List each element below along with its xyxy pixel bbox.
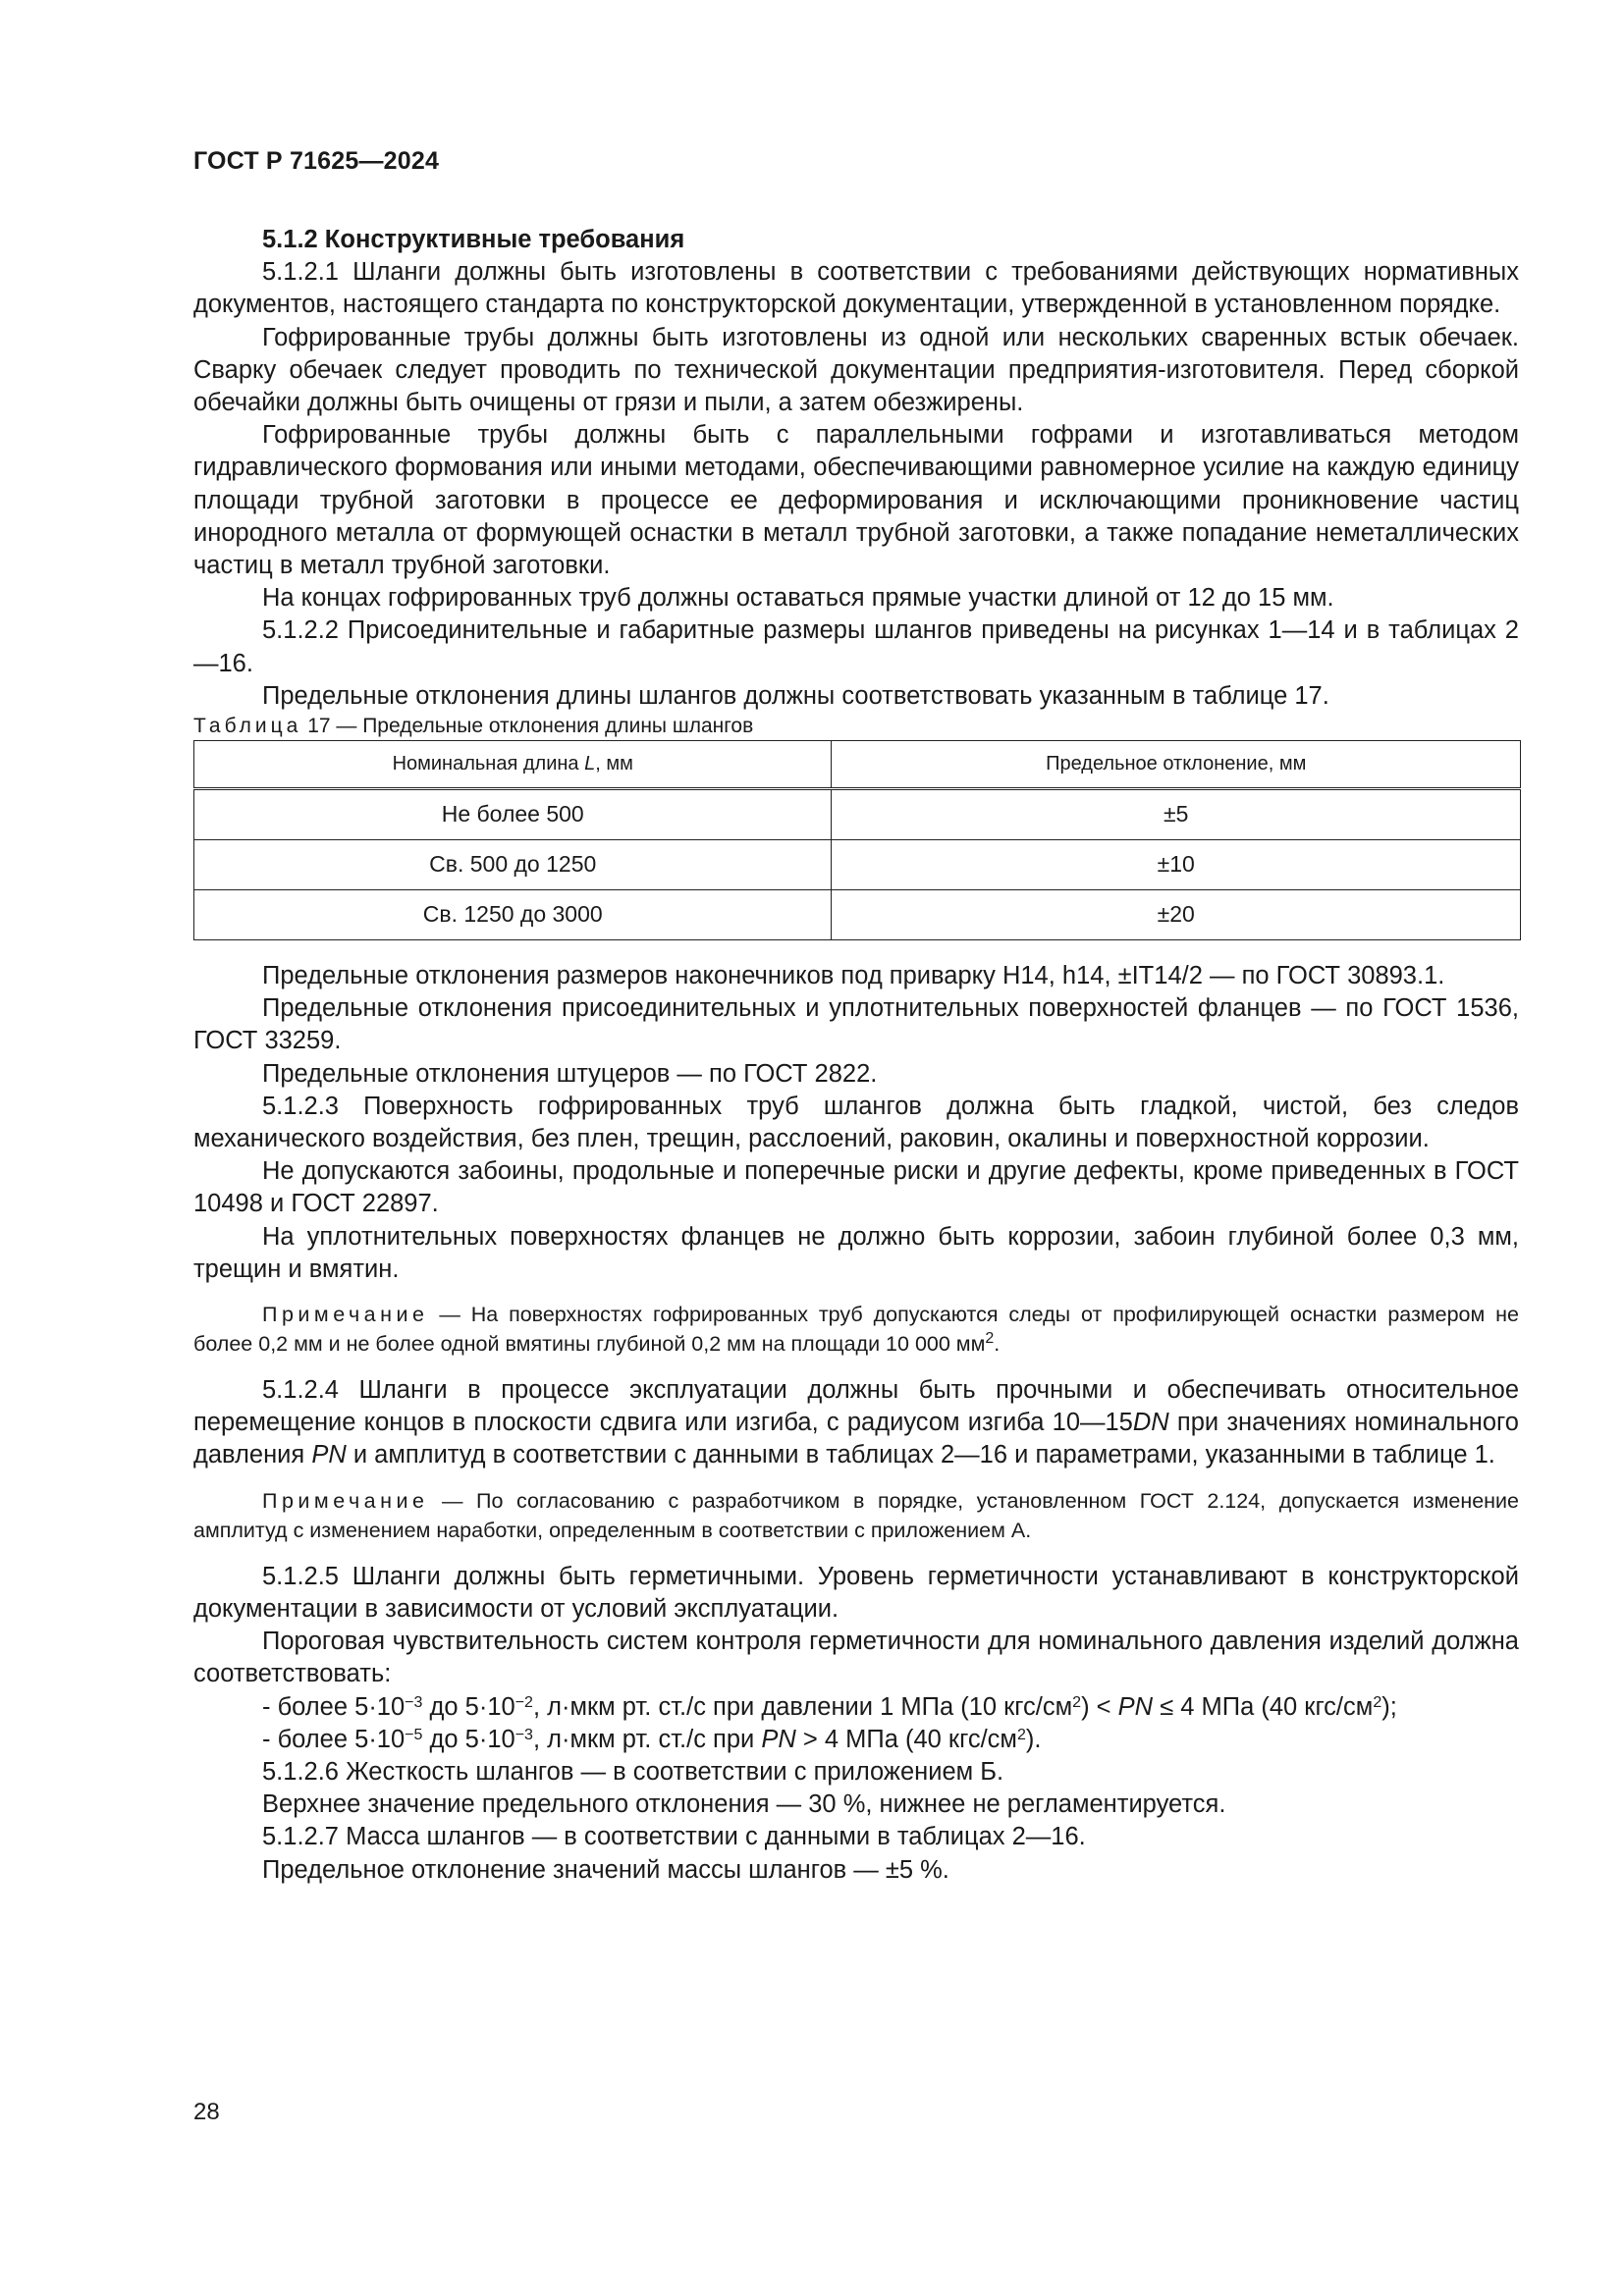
paragraph-length-deviation: Предельные отклонения длины шлангов должны соответствовать указанным в таблице 17. [262, 681, 1329, 710]
note-amplitude-change [193, 1486, 1519, 1545]
text-part: ) < [1081, 1692, 1118, 1721]
exponent: −2 [514, 1693, 533, 1711]
cell-length: Св. 1250 до 3000 [194, 890, 832, 940]
cell-deviation: ±20 [832, 890, 1521, 940]
note-surface-traces [193, 1300, 1519, 1359]
text-part: до 5·10 [422, 1725, 515, 1753]
exponent: 2 [1072, 1693, 1082, 1711]
header-text-part: Номинальная длина [392, 752, 585, 774]
variable-pn: PN [311, 1441, 347, 1469]
cell-length: Св. 500 до 1250 [194, 840, 832, 890]
note-superscript: 2 [985, 1330, 995, 1348]
text-part: ); [1381, 1692, 1397, 1721]
paragraph-upper-deviation: Верхнее значение предельного отклонения — 30 %, нижнее не регламентируется. [262, 1790, 1226, 1819]
text-part: - более 5·10 [262, 1725, 406, 1753]
paragraph-threshold-sensitivity: Пороговая чувствительность систем контроля герметичности для номинального давления изделий должна соответствовать: [193, 1628, 1519, 1688]
note-end: . [994, 1332, 1001, 1357]
exponent: −3 [405, 1693, 423, 1711]
note-text: — По согласованию с разработчиком в порядке, установленном ГОСТ 2.124, допускается изменение амплитуд с изменением наработки, определенным в соответствии с приложением А. [193, 1488, 1519, 1542]
paragraph-5-1-2-6: 5.1.2.6 Жесткость шлангов — в соответствии с приложением Б. [262, 1757, 1004, 1786]
list-item [193, 1724, 1519, 1756]
text-part: , л·мкм рт. ст./с при давлении 1 МПа (10 кгс/см [532, 1692, 1073, 1721]
paragraph-5-1-2-5: 5.1.2.5 Шланги должны быть герметичными. Уровень герметичности устанавливают в конструкторской документации в зависимости от условий эксплуатации. [193, 1562, 1519, 1623]
table-caption-title: 17 — Предельные отклонения длины шлангов [307, 715, 754, 738]
paragraph-5-1-2-4 [193, 1374, 1519, 1472]
section-heading: 5.1.2 Конструктивные требования [262, 226, 685, 253]
document-code-header: ГОСТ Р 71625—2024 [193, 147, 440, 175]
table-row [194, 840, 1521, 890]
cell-length: Не более 500 [194, 789, 832, 840]
text-part: ). [1025, 1725, 1042, 1753]
text-part: при значениях номинального давления [193, 1409, 1519, 1469]
paragraph-5-1-2-7: 5.1.2.7 Масса шлангов — в соответствии с данными в таблицах 2—16. [262, 1823, 1086, 1851]
paragraph-5-1-2-2: 5.1.2.2 Присоединительные и габаритные размеры шлангов приведены на рисунках 1—14 и в таблицах 2—16. [193, 616, 1519, 677]
paragraph-5-1-2-1: 5.1.2.1 Шланги должны быть изготовлены в соответствии с требованиями действующих нормативных документов, настоящего стандарта по конструкторской документации, утвержденной в установленном порядке. [193, 258, 1519, 319]
document-body [193, 224, 1519, 1887]
exponent: 2 [1016, 1726, 1026, 1743]
paragraph-corrugated-welding: Гофрированные трубы должны быть изготовлены из одной или нескольких сваренных встык обечаек. Сварку обечаек следует проводить по технической документации предприятия-изготовителя. Перед сборкой обечайки должны быть очищены от грязи и пыли, а затем обезжирены. [193, 323, 1519, 417]
cell-deviation: ±10 [832, 840, 1521, 890]
text-part: 5.1.2.4 Шланги в процессе эксплуатации должны быть прочными и обеспечивать относительное перемещение концов в плоскости сдвига или изгиба, с радиусом изгиба 10—15 [193, 1376, 1519, 1437]
text-part: , л·мкм рт. ст./с при [532, 1725, 762, 1753]
text-part: ≤ 4 МПа (40 кгс/см [1153, 1692, 1374, 1721]
variable-pn: PN [761, 1725, 796, 1753]
table-header-row [194, 741, 1521, 789]
table-caption-label: Таблица [193, 715, 302, 738]
paragraph-flange-deviations: Предельные отклонения присоединительных и уплотнительных поверхностей фланцев — по ГОСТ 1536, ГОСТ 33259. [193, 994, 1519, 1055]
note-label: Примечание [262, 1488, 429, 1513]
exponent: 2 [1373, 1693, 1382, 1711]
paragraph-5-1-2-3: 5.1.2.3 Поверхность гофрированных труб шлангов должна быть гладкой, чистой, без следов механического воздействия, без плен, трещин, расслоений, раковин, окалины и поверхностной коррозии. [193, 1092, 1519, 1153]
paragraph-fitting-deviations: Предельные отклонения штуцеров — по ГОСТ 2822. [262, 1059, 878, 1088]
table-row [194, 789, 1521, 840]
header-text-unit: , мм [595, 752, 633, 774]
exponent: −5 [405, 1726, 423, 1743]
text-part: > 4 МПа (40 кгс/см [795, 1725, 1017, 1753]
cell-deviation: ±5 [832, 789, 1521, 840]
exponent: −3 [514, 1726, 533, 1743]
text-part: до 5·10 [422, 1692, 515, 1721]
column-header-deviation: Предельное отклонение, мм [832, 741, 1521, 789]
list-item [193, 1691, 1519, 1724]
text-part: - более 5·10 [262, 1692, 406, 1721]
text-part: и амплитуд в соответствии с данными в таблицах 2—16 и параметрами, указанными в таблице 1. [346, 1441, 1495, 1469]
header-variable-l: L [584, 752, 596, 774]
paragraph-defects: Не допускаются забоины, продольные и поперечные риски и другие дефекты, кроме приведенных в ГОСТ 10498 и ГОСТ 22897. [193, 1157, 1519, 1218]
note-text: — На поверхностях гофрированных труб допускаются следы от профилирующей оснастки размером не более 0,2 мм и не более одной вмятины глубиной 0,2 мм на площади 10 000 мм [193, 1303, 1519, 1357]
paragraph-straight-sections: На концах гофрированных труб должны оставаться прямые участки длиной от 12 до 15 мм. [262, 584, 1334, 613]
variable-pn: PN [1117, 1692, 1154, 1721]
paragraph-sealing-surfaces: На уплотнительных поверхностях фланцев не должно быть коррозии, забоин глубиной более 0,3 мм, трещин и вмятин. [193, 1222, 1519, 1283]
table-caption [193, 713, 1519, 740]
column-header-nominal-length [194, 741, 832, 789]
paragraph-corrugated-forming: Гофрированные трубы должны быть с параллельными гофрами и изготавливаться методом гидравлического формования или иными методами, обеспечивающими равномерное усилие на каждую единицу площади трубной заготовки в процессе ее деформирования и исключающими проникновение частиц инородного металла от формующей оснастки в металл трубной заготовки, а также попадание неметаллических частиц в металл трубной заготовки. [193, 421, 1519, 580]
page-number: 28 [193, 2099, 220, 2125]
note-label: Примечание [262, 1303, 429, 1327]
paragraph-tip-deviations: Предельные отклонения размеров наконечников под приварку H14, h14, ±IT14/2 — по ГОСТ 30893.1. [262, 962, 1445, 990]
table-row [194, 890, 1521, 940]
variable-dn: DN [1132, 1409, 1169, 1437]
paragraph-mass-deviation: Предельное отклонение значений массы шлангов — ±5 %. [262, 1855, 949, 1884]
table-length-deviations [193, 740, 1521, 940]
